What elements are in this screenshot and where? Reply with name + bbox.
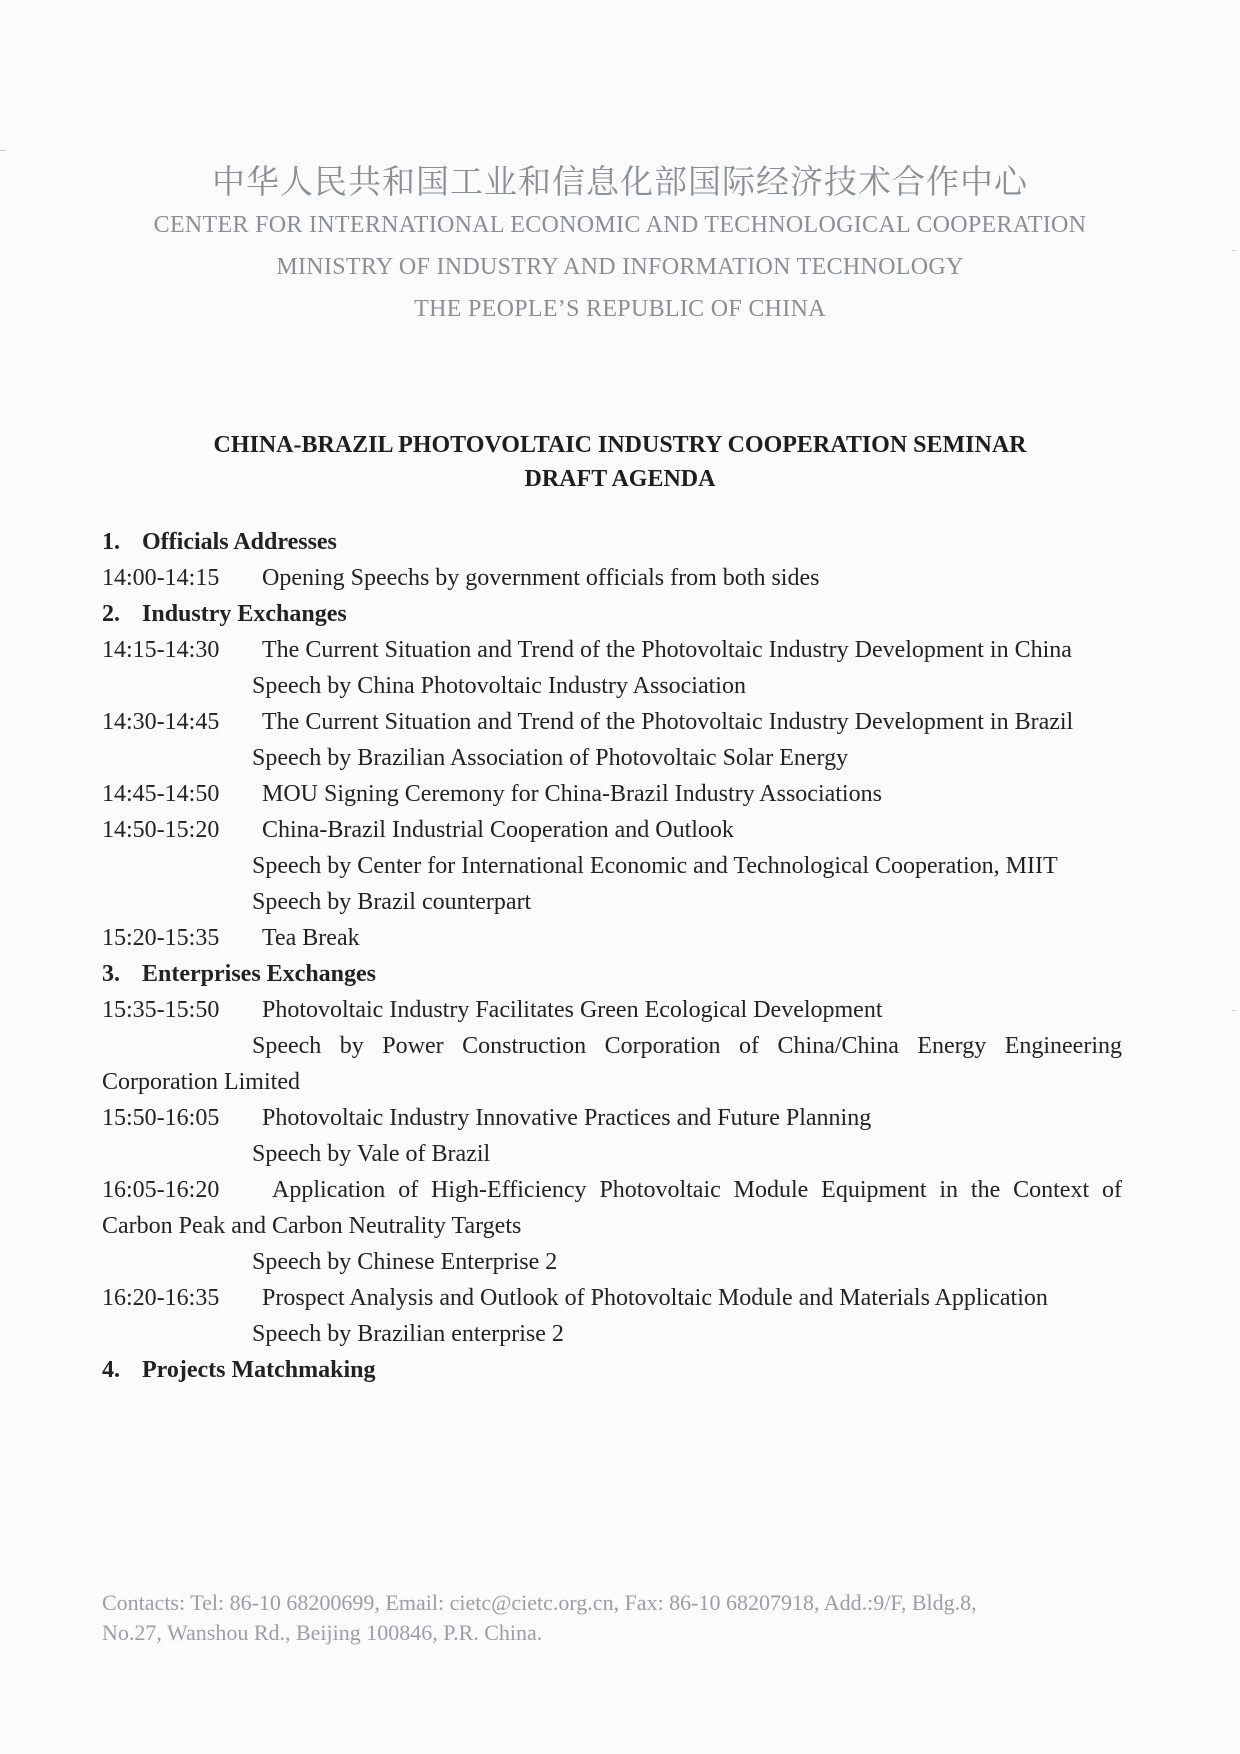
time-slot: 16:20-16:35 [102,1285,220,1311]
agenda-item [102,992,1122,1028]
letterhead [0,160,1240,330]
time-slot: 16:05-16:20 [102,1177,220,1203]
time-slot: 15:35-15:50 [102,997,220,1023]
section-number: 4. [102,1357,120,1383]
speaker-line: Speech by Brazil counterpart [252,889,532,915]
time-slot: 14:45-14:50 [102,781,220,807]
ministry-name: MINISTRY OF INDUSTRY AND INFORMATION TECHNOLOGY [276,254,964,280]
scan-edge-mark [1232,250,1236,251]
contact-footer [102,1588,1122,1648]
item-title-continuation: Carbon Peak and Carbon Neutrality Targets [102,1213,522,1239]
document-title [0,428,1240,496]
scan-edge-mark [0,150,6,151]
item-title: Photovoltaic Industry Facilitates Green Ecological Development [262,997,883,1023]
contact-line: Contacts: Tel: 86-10 68200699, Email: cietc@cietc.org.cn, Fax: 86-10 68207918, Add.:9/F, Bldg.8, [102,1590,977,1615]
org-name-chinese: 中华人民共和国工业和信息化部国际经济技术合作中心 [212,162,1028,201]
section-title: Officials Addresses [142,529,337,555]
agenda-item [102,1100,1122,1136]
agenda [102,524,1122,1388]
agenda-item [102,704,1122,740]
section-number: 3. [102,961,120,987]
agenda-item [102,920,1122,956]
section-title: Industry Exchanges [142,601,347,627]
section-heading [102,956,1122,992]
agenda-item [102,632,1122,668]
speaker-line-continuation: Corporation Limited [102,1069,300,1095]
section-title: Projects Matchmaking [142,1357,376,1383]
item-title: Photovoltaic Industry Innovative Practices and Future Planning [262,1105,872,1131]
agenda-subtitle: DRAFT AGENDA [524,466,716,492]
speaker-line: Speech by Center for International Economic and Technological Cooperation, MIIT [252,853,1058,879]
section-title: Enterprises Exchanges [142,961,376,987]
time-slot: 14:50-15:20 [102,817,220,843]
country-name: THE PEOPLE’S REPUBLIC OF CHINA [414,296,826,322]
agenda-item [102,560,1122,596]
agenda-item [102,812,1122,848]
section-heading [102,1352,1122,1388]
seminar-title: CHINA-BRAZIL PHOTOVOLTAIC INDUSTRY COOPERATION SEMINAR [213,432,1027,458]
speaker-line: Speech by Brazilian enterprise 2 [252,1321,564,1347]
section-heading [102,524,1122,560]
time-slot: 14:15-14:30 [102,637,220,663]
time-slot: 15:20-15:35 [102,925,220,951]
speaker-line: Speech by Chinese Enterprise 2 [252,1249,558,1275]
agenda-item [102,1172,1122,1208]
agenda-item [102,776,1122,812]
speaker-line: Speech by Power Construction Corporation of China/China Energy Engineering [252,1033,1122,1059]
item-title: China-Brazil Industrial Cooperation and Outlook [262,817,734,843]
item-title: Prospect Analysis and Outlook of Photovoltaic Module and Materials Application [262,1285,1048,1311]
item-title: The Current Situation and Trend of the Photovoltaic Industry Development in China [262,637,1072,663]
speaker-line: Speech by Brazilian Association of Photovoltaic Solar Energy [252,745,849,771]
address-line: No.27, Wanshou Rd., Beijing 100846, P.R. China. [102,1620,543,1645]
scan-edge-mark [1232,1010,1236,1011]
item-title: Opening Speechs by government officials from both sides [262,565,820,591]
speaker-line: Speech by China Photovoltaic Industry Association [252,673,746,699]
section-number: 1. [102,529,120,555]
time-slot: 14:30-14:45 [102,709,220,735]
section-number: 2. [102,601,120,627]
agenda-item [102,1280,1122,1316]
item-title: Tea Break [262,925,360,951]
item-title: Application of High-Efficiency Photovoltaic Module Equipment in the Context of [272,1177,1122,1203]
speaker-line: Speech by Vale of Brazil [252,1141,491,1167]
org-name-english: CENTER FOR INTERNATIONAL ECONOMIC AND TECHNOLOGICAL COOPERATION [153,212,1087,238]
item-title: The Current Situation and Trend of the Photovoltaic Industry Development in Brazil [262,709,1074,735]
time-slot: 15:50-16:05 [102,1105,220,1131]
section-heading [102,596,1122,632]
item-title: MOU Signing Ceremony for China-Brazil Industry Associations [262,781,882,807]
time-slot: 14:00-14:15 [102,565,220,591]
